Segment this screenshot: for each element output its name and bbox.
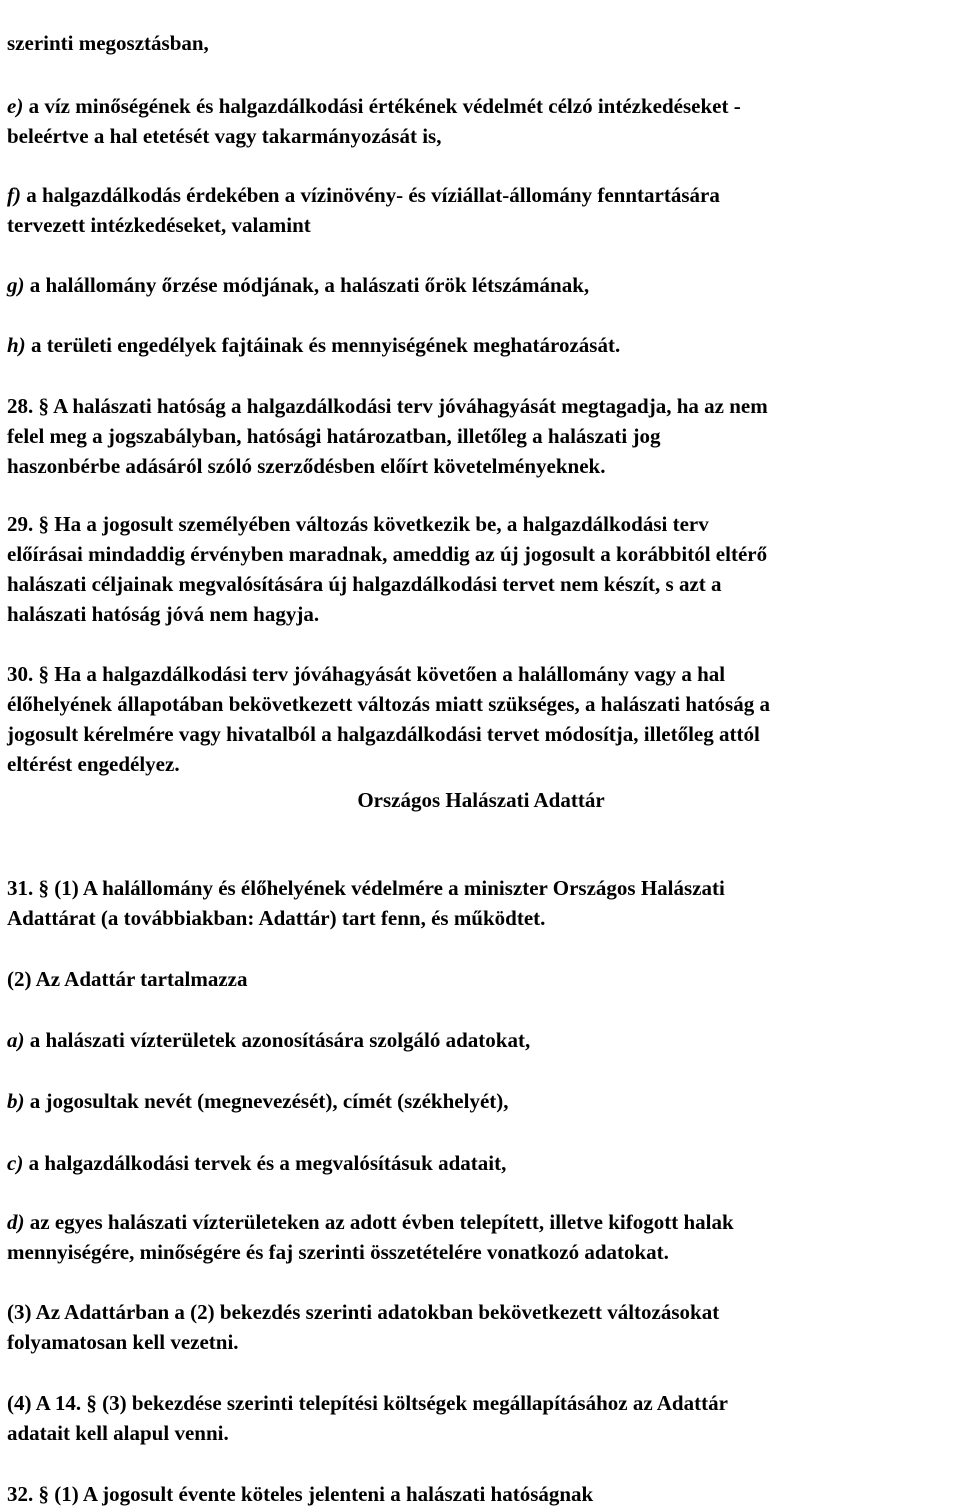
list-marker: d): [7, 1210, 25, 1234]
paragraph-continuation: szerinti megosztásban,: [7, 31, 209, 55]
section-28: 28. § A halászati hatóság a halgazdálkodási terv jóváhagyását megtagadja, ha az nem felel meg a jogszabályban, hatósági határozatban, illetőleg a halászati jog haszonbérbe adásáról szóló szerződésben előírt követelményeknek.: [7, 394, 768, 478]
section-29: 29. § Ha a jogosult személyében változás következik be, a halgazdálkodási terv előírásai mindaddig érvényben maradnak, ameddig az új jogosult a korábbitól eltérő halászati céljainak megvalósítására új halgazdálkodási tervet nem készít, s azt a halászati hatóság jóvá nem hagyja.: [7, 512, 768, 626]
list-item-a: a) a halászati vízterületek azonosítására szolgáló adatokat,: [7, 1028, 531, 1052]
list-item-c: c) a halgazdálkodási tervek és a megvalósításuk adatait,: [7, 1151, 507, 1175]
list-item-f: f) a halgazdálkodás érdekében a vízinövény- és víziállat-állomány fenntartására tervezett intézkedéseket, valamint: [7, 183, 720, 237]
list-item-e: e) a víz minőségének és halgazdálkodási értékének védelmét célzó intézkedéseket - beleértve a hal etetését vagy takarmányozását is,: [7, 94, 741, 148]
section-31-3: (3) Az Adattárban a (2) bekezdés szerinti adatokban bekövetkezett változásokat folyamatosan kell vezetni.: [7, 1300, 720, 1354]
section-32-1: 32. § (1) A jogosult évente köteles jelenteni a halászati hatóságnak: [7, 1482, 594, 1506]
section-31-4: (4) A 14. § (3) bekezdése szerinti telepítési költségek megállapításához az Adattár adatait kell alapul venni.: [7, 1391, 728, 1445]
list-marker: a): [7, 1028, 25, 1052]
list-marker: c): [7, 1151, 24, 1175]
section-31-1: 31. § (1) A halállomány és élőhelyének védelmére a miniszter Országos Halászati Adattárat (a továbbiakban: Adattár) tart fenn, és működtet.: [7, 876, 725, 930]
section-30: 30. § Ha a halgazdálkodási terv jóváhagyását követően a halállomány vagy a hal élőhelyének állapotában bekövetkezett változás miatt szükséges, a halászati hatóság a jogosult kérelmére vagy hivatalból a halgazdálkodási tervet módosítja, illetőleg attól eltérést engedélyez.: [7, 662, 770, 776]
list-marker: b): [7, 1089, 25, 1113]
section-31-2: (2) Az Adattár tartalmazza: [7, 967, 248, 991]
list-marker: g): [7, 273, 25, 297]
list-item-g: g) a halállomány őrzése módjának, a halászati őrök létszámának,: [7, 273, 590, 297]
list-marker: h): [7, 333, 26, 357]
list-marker: f): [7, 183, 21, 207]
list-marker: e): [7, 94, 24, 118]
list-item-h: h) a területi engedélyek fajtáinak és mennyiségének meghatározását.: [7, 333, 621, 357]
list-item-d: d) az egyes halászati vízterületeken az adott évben telepített, illetve kifogott halak mennyiségére, minőségére és faj szerinti összetételére vonatkozó adatokat.: [7, 1210, 734, 1264]
section-heading: Országos Halászati Adattár: [357, 788, 605, 812]
list-item-b: b) a jogosultak nevét (megnevezését), címét (székhelyét),: [7, 1089, 509, 1113]
